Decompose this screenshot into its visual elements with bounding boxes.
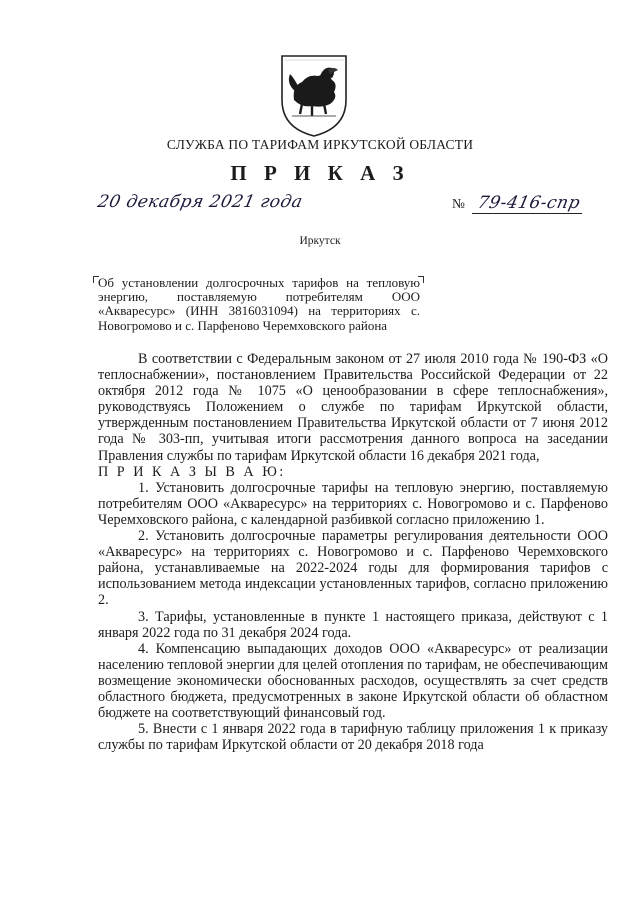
order-item-2: 2. Установить долгосрочные параметры регулирования деятельности ООО «Акваресурс» на территориях с. Новогромово и с. Парфеново Черемховского района, устанавливаемые на 2022-2024 годы для формирования тарифов с использованием метода индексации установленных тарифов, согласно приложению 2. [98, 528, 608, 609]
agency-name: СЛУЖБА ПО ТАРИФАМ ИРКУТСКОЙ ОБЛАСТИ [166, 137, 474, 152]
document-date [96, 192, 305, 212]
order-item-1: 1. Установить долгосрочные тарифы на тепловую энергию, поставляемую потребителям ООО «Акваресурс» на территориях с. Новогромово и с. Парфеново Черемховского района, с календарной разбивкой согласно приложению 1. [98, 479, 608, 528]
document-title: П Р И К А З [230, 161, 410, 185]
document-subject [98, 276, 420, 333]
number-underline [472, 213, 582, 214]
subject-bracket-left [93, 276, 99, 283]
number-prefix: № [452, 196, 465, 211]
prikazyvayu-heading: П Р И К А З Ы В А Ю: [98, 463, 286, 480]
subject-bracket-right [418, 276, 424, 283]
number-handwritten: 79-416-спр [476, 193, 583, 213]
subject-text: Об установлении долгосрочных тарифов на тепловую энергию, поставляемую потребителям ООО «Акваресурс» (ИНН 3816031094) на территориях с. Новогромово и с. Парфеново Черемховского района [98, 275, 420, 333]
city-name: Иркутск [299, 235, 341, 247]
order-item-5: 5. Внести с 1 января 2022 года в тарифную таблицу приложения 1 к приказу службы по тарифам Иркутской области от 20 декабря 2018 года [98, 721, 608, 754]
document-number [452, 193, 583, 213]
order-item-3: 3. Тарифы, установленные в пункте 1 настоящего приказа, действуют с 1 января 2022 года по 31 декабря 2024 года. [98, 608, 608, 641]
coat-of-arms-icon [272, 48, 356, 138]
order-item-4: 4. Компенсацию выпадающих доходов ООО «Акваресурс» от реализации населению тепловой энергии для целей отопления по тарифам, не обеспечивающим возмещение экономически обоснованных расходов, осуществлять за счет средств областного бюджета, предусмотренных в законе Иркутской области об областном бюджете на соответствующий финансовый год. [98, 640, 608, 722]
document-body [98, 351, 608, 753]
preamble-paragraph: В соответствии с Федеральным законом от 27 июля 2010 года № 190-ФЗ «О теплоснабжении», постановлением Правительства Российской Федерации от 22 октября 2012 года № 1075 «О ценообразовании в сфере теплоснабжения», руководствуясь Положением о службе по тарифам Иркутской области, утвержденным постановлением Правительства Иркутской области от 7 июня 2012 года № 303-пп, учитывая итоги рассмотрения данного вопроса на заседании Правления службы по тарифам Иркутской области 16 декабря 2021 года, [98, 351, 608, 464]
date-handwritten: 20 декабря 2021 года [95, 192, 305, 212]
